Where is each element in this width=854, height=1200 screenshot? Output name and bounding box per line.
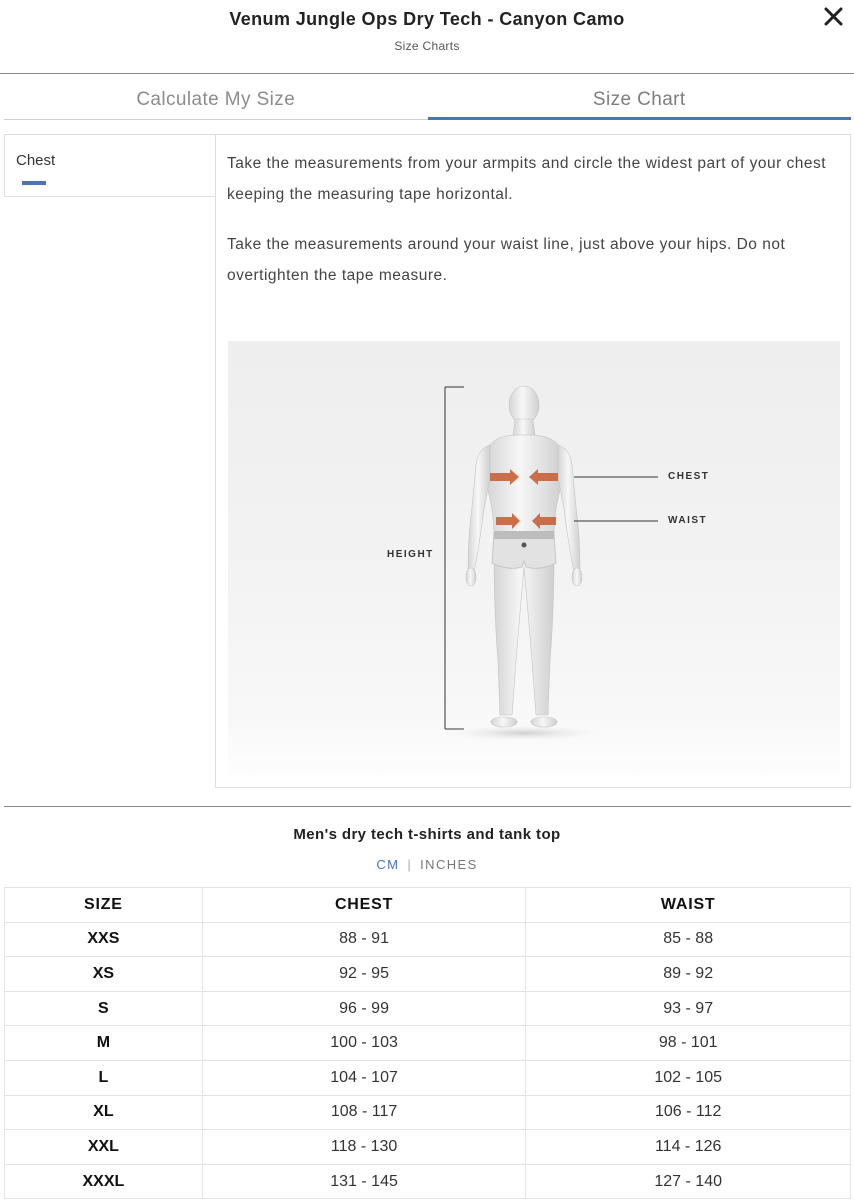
table-row	[5, 1026, 851, 1061]
tab-size-chart[interactable]: Size Chart	[428, 86, 852, 120]
size-cell: XS	[5, 957, 203, 992]
body-illustration	[228, 341, 840, 777]
size-cell: XXL	[5, 1130, 203, 1165]
waist-cell: 89 - 92	[526, 957, 851, 992]
table-row	[5, 1164, 851, 1199]
table-header-row	[5, 888, 851, 923]
table-row	[5, 957, 851, 992]
waist-instruction: Take the measurements around your waist line, just above your hips. Do not overtighten the tape measure.	[227, 236, 786, 284]
size-cell: XXXL	[5, 1164, 203, 1199]
modal-title: Venum Jungle Ops Dry Tech - Canyon Camo	[229, 9, 625, 29]
height-label: HEIGHT	[387, 549, 434, 560]
table-row	[5, 1095, 851, 1130]
size-cell: XL	[5, 1095, 203, 1130]
chest-cell: 104 - 107	[202, 1060, 526, 1095]
waist-cell: 114 - 126	[526, 1130, 851, 1165]
waist-cell: 93 - 97	[526, 991, 851, 1026]
chest-cell: 108 - 117	[202, 1095, 526, 1130]
table-row	[5, 991, 851, 1026]
size-table	[4, 887, 851, 1199]
measurement-instructions	[215, 134, 851, 788]
unit-cm-toggle[interactable]: CM	[376, 857, 400, 872]
chest-cell: 88 - 91	[202, 922, 526, 957]
size-cell: S	[5, 991, 203, 1026]
modal-header	[0, 0, 854, 74]
chart-title: Men's dry tech t-shirts and tank top	[293, 826, 561, 843]
sidebar-item-label: Chest	[16, 152, 56, 169]
waist-cell: 98 - 101	[526, 1026, 851, 1061]
unit-separator: |	[407, 857, 413, 872]
chest-instruction: Take the measurements from your armpits and circle the widest part of your chest keeping the measuring tape horizontal.	[227, 155, 827, 203]
chest-cell: 131 - 145	[202, 1164, 526, 1199]
unit-toggle	[0, 857, 854, 872]
chest-cell: 100 - 103	[202, 1026, 526, 1061]
modal-subtitle: Size Charts	[394, 39, 460, 53]
table-row	[5, 1060, 851, 1095]
waist-cell: 102 - 105	[526, 1060, 851, 1095]
table-row	[5, 1130, 851, 1165]
sidebar-item-chest[interactable]	[4, 134, 216, 197]
waist-label: WAIST	[668, 515, 708, 526]
section-divider	[4, 806, 851, 807]
measurement-panel	[4, 134, 851, 788]
chest-cell: 96 - 99	[202, 991, 526, 1026]
size-cell: M	[5, 1026, 203, 1061]
size-cell: XXS	[5, 922, 203, 957]
waist-cell: 106 - 112	[526, 1095, 851, 1130]
chest-cell: 118 - 130	[202, 1130, 526, 1165]
size-tabs	[4, 86, 851, 120]
chest-label: CHEST	[668, 471, 710, 482]
table-row	[5, 922, 851, 957]
column-header-chest: CHEST	[202, 888, 526, 923]
measurement-figure	[228, 341, 840, 777]
size-cell: L	[5, 1060, 203, 1095]
waist-cell: 85 - 88	[526, 922, 851, 957]
chest-cell: 92 - 95	[202, 957, 526, 992]
column-header-size: SIZE	[5, 888, 203, 923]
tab-calculate-my-size[interactable]: Calculate My Size	[4, 86, 428, 120]
column-header-waist: WAIST	[526, 888, 851, 923]
active-indicator	[22, 181, 46, 185]
unit-inches-toggle[interactable]: INCHES	[420, 857, 478, 872]
waist-cell: 127 - 140	[526, 1164, 851, 1199]
height-bracket	[445, 387, 464, 729]
close-icon[interactable]	[820, 3, 848, 31]
